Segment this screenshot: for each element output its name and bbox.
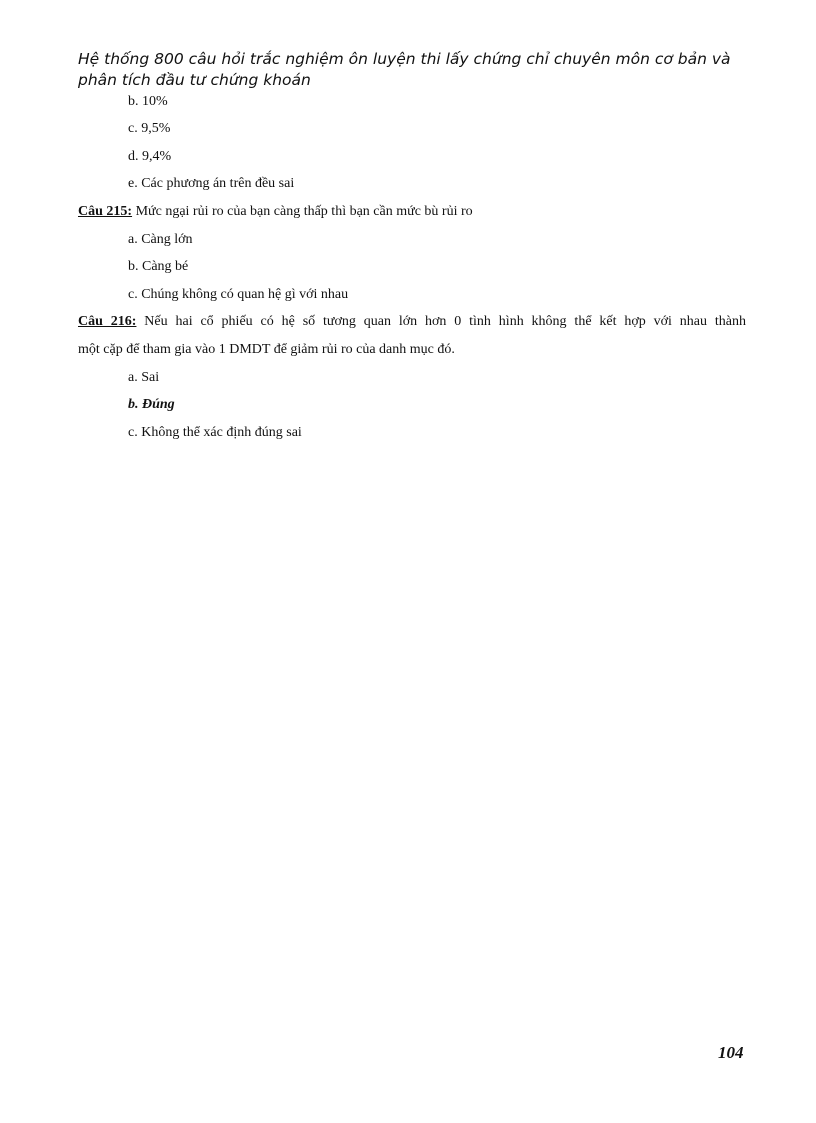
q216-option-b-answer: b. Đúng — [128, 397, 175, 412]
page-number: 104 — [718, 1043, 744, 1062]
question-216-text-line1: Nếu hai cổ phiếu có hệ số tương quan lớn hơn 0 tình hình không thể kết hợp với nhau thành — [136, 314, 746, 329]
q216-option-c: c. Không thể xác định đúng sai — [128, 425, 302, 440]
question-216-text-line2: một cặp để tham gia vào 1 DMDT để giảm rủi ro của danh mục đó. — [78, 342, 455, 357]
option-b-prev: b. 10% — [128, 94, 168, 109]
option-d-prev: d. 9,4% — [128, 149, 172, 164]
q216-option-a: a. Sai — [128, 370, 160, 385]
option-e-prev: e. Các phương án trên đều sai — [128, 176, 295, 191]
page-header-title: Hệ thống 800 câu hỏi trắc nghiệm ôn luyện thi lấy chứng chỉ chuyên môn cơ bản và phân tích đầu tư chứng khoán — [78, 50, 731, 89]
q215-option-a: a. Càng lớn — [128, 232, 193, 247]
question-215 — [78, 204, 473, 220]
question-216 — [78, 314, 746, 330]
q215-option-b: b. Càng bé — [128, 259, 189, 274]
option-c-prev: c. 9,5% — [128, 121, 171, 136]
question-215-label: Câu 215: — [78, 204, 133, 219]
question-216-label: Câu 216: — [78, 314, 137, 329]
question-215-text: Mức ngại rủi ro của bạn càng thấp thì bạn cần mức bù rủi ro — [132, 204, 473, 219]
q215-option-c: c. Chúng không có quan hệ gì với nhau — [128, 287, 349, 302]
